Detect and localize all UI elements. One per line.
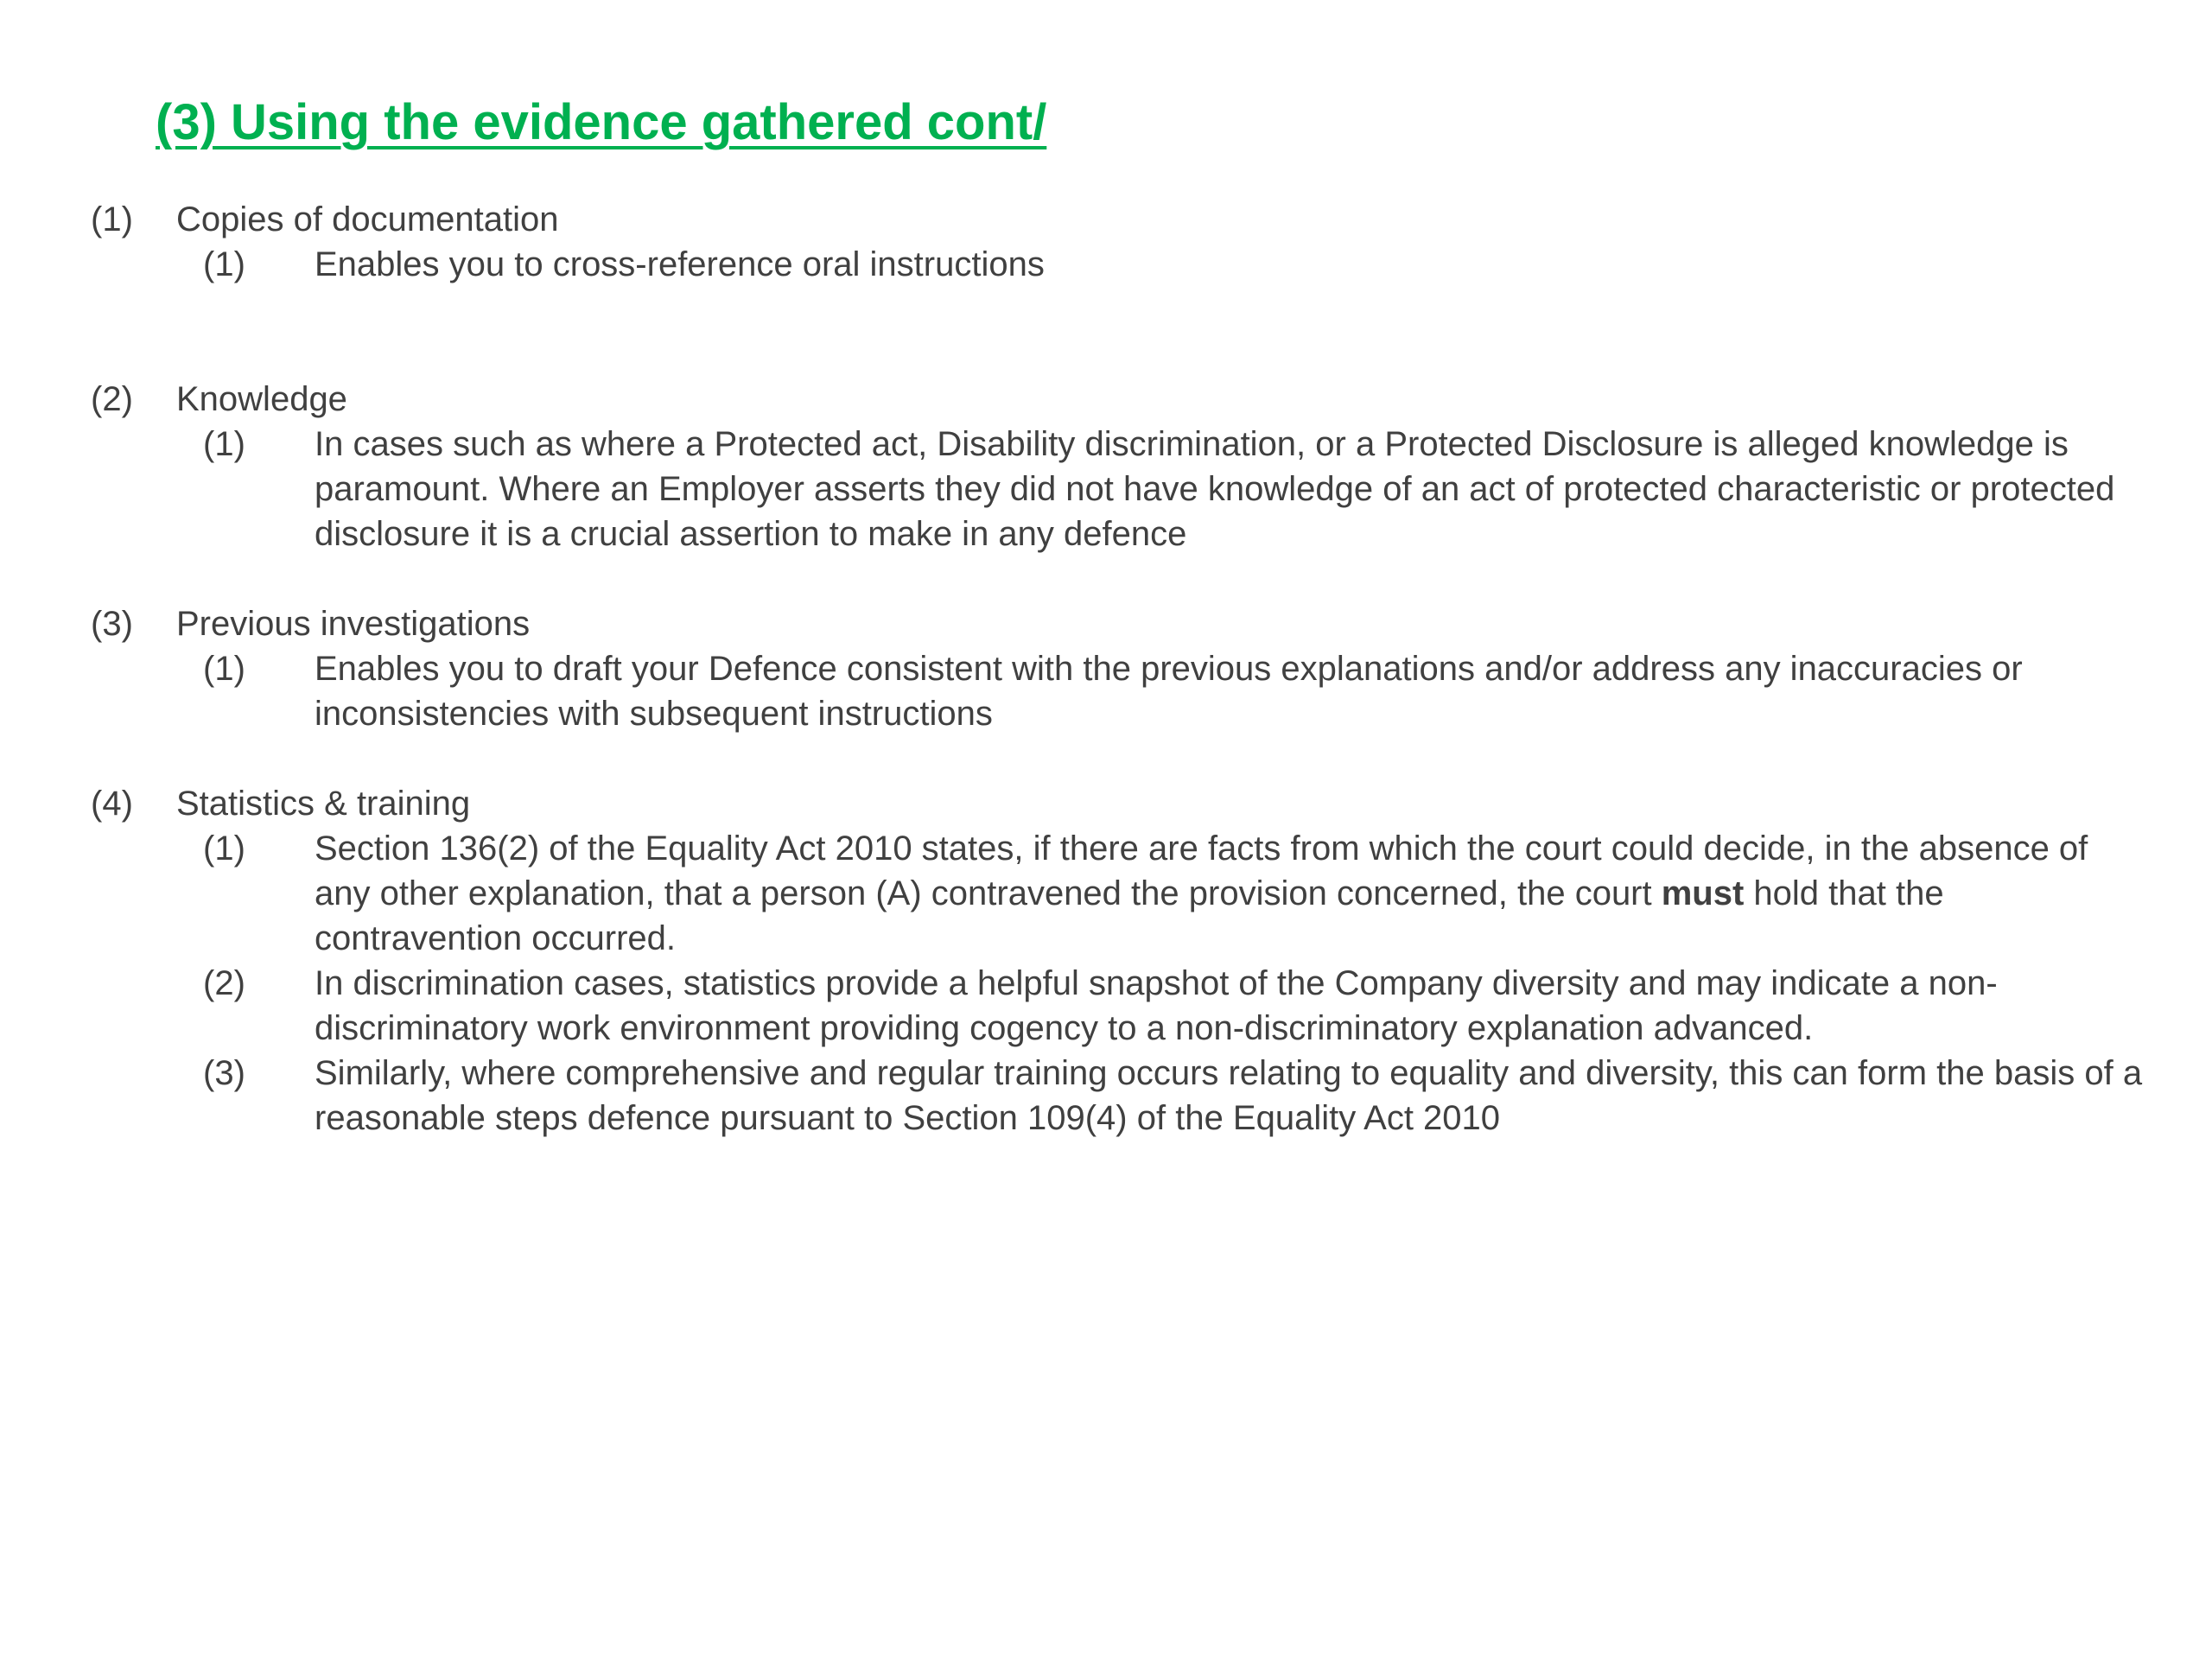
- subitem-number: (1): [203, 650, 245, 688]
- item-label: Previous investigations: [176, 605, 531, 643]
- subitem-number: (2): [203, 964, 245, 1002]
- subitem-number: (1): [203, 245, 245, 283]
- subitem-text: Enables you to draft your Defence consistent with the previous explanations and/or address any inaccuracies or inconsistencies with subsequent instructions: [315, 650, 2023, 733]
- outline-item-previous-investigations: [91, 601, 2147, 646]
- subitem-number: (3): [203, 1054, 245, 1092]
- subitem-text: In discrimination cases, statistics provide a helpful snapshot of the Company diversity and may indicate a non-discriminatory work environment providing cogency to a non-discriminatory explanation advanced.: [315, 964, 1998, 1047]
- item-number: (2): [91, 380, 133, 418]
- outline-item-copies-of-documentation: [91, 197, 2147, 242]
- subitem-text: [315, 826, 2147, 961]
- emphasis-must: must: [1661, 874, 1745, 912]
- subitem-number: (1): [203, 425, 245, 463]
- outline-subitem: [203, 646, 2147, 736]
- item-number: (1): [91, 200, 133, 238]
- outline-item-knowledge: [91, 377, 2147, 422]
- outline-subitem: [203, 242, 2147, 287]
- outline-subitem: [203, 1051, 2147, 1141]
- subitem-text: In cases such as where a Protected act, Disability discrimination, or a Protected Disclosure is alleged knowledge is paramount. Where an Employer asserts they did not have knowledge of an act of protected characteristic or protected disclosure it is a crucial assertion to make in any defence: [315, 425, 2115, 553]
- subitem-text-before: Section 136(2) of the Equality Act 2010 states, if there are facts from which the court could decide, in the absence of any other explanation, that a person (A) contravened the provision concerned, the court: [315, 830, 2088, 912]
- item-label: Copies of documentation: [176, 200, 559, 238]
- subitem-text-after: hold that the contravention occurred.: [315, 874, 1944, 957]
- subitem-number: (1): [203, 830, 245, 868]
- item-number: (3): [91, 605, 133, 643]
- item-label: Statistics & training: [176, 785, 471, 823]
- item-number: (4): [91, 785, 133, 823]
- subitem-text: Similarly, where comprehensive and regular training occurs relating to equality and diversity, this can form the basis of a reasonable steps defence pursuant to Section 109(4) of the Equality Act 2010: [315, 1054, 2143, 1137]
- outline-subitem: [203, 961, 2147, 1051]
- subitem-text: Enables you to cross-reference oral instructions: [315, 245, 1045, 283]
- outline-subitem: [203, 422, 2147, 556]
- slide-title: (3) Using the evidence gathered cont/: [156, 94, 1047, 150]
- outline-subitem: [203, 826, 2147, 961]
- outline-item-statistics-training: [91, 781, 2147, 826]
- item-label: Knowledge: [176, 380, 347, 418]
- outline-list: [91, 197, 2147, 1141]
